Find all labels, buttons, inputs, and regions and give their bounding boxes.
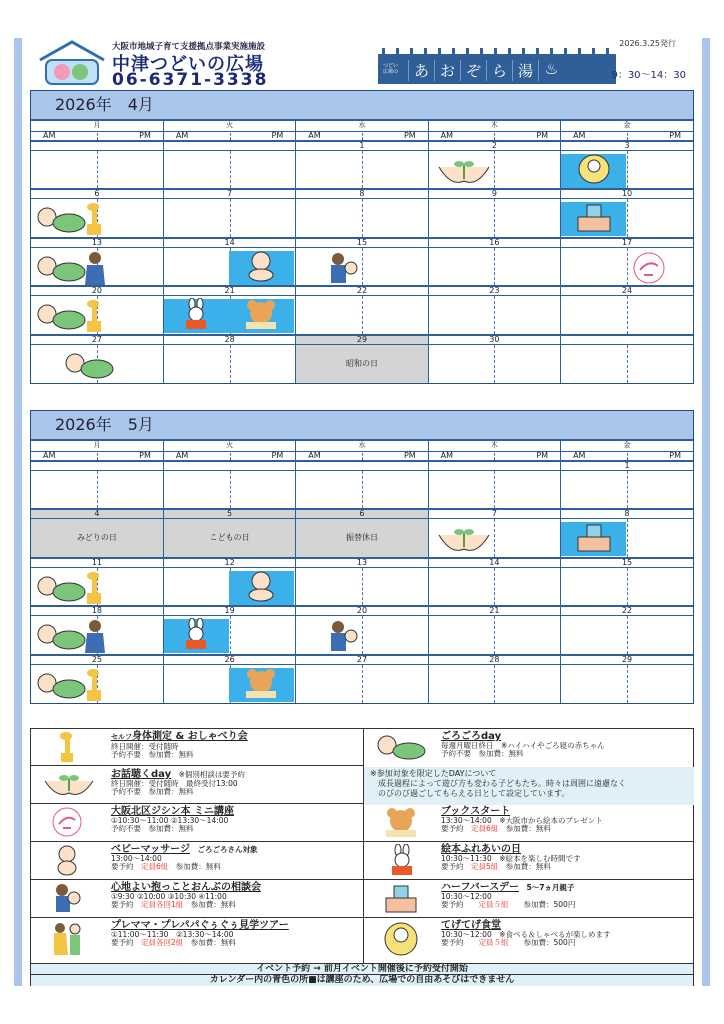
giraffe-icon	[83, 298, 105, 334]
banner-small-label: つどい 広場の	[383, 63, 399, 75]
am-label: AM	[43, 130, 56, 140]
carrying-parent-icon	[49, 881, 85, 915]
day-cell	[561, 199, 693, 238]
half-birthday-cake-icon	[381, 881, 421, 915]
rice-bowl-icon	[381, 919, 421, 959]
date-number: 27	[31, 335, 163, 345]
day-cell	[428, 296, 560, 335]
date-number: 22	[561, 606, 693, 616]
am-label: AM	[573, 450, 586, 460]
date-number: 7	[163, 189, 295, 199]
banner-char: 湯	[512, 60, 538, 81]
pm-label: PM	[536, 130, 549, 140]
date-number: 7	[428, 509, 560, 519]
date-number: 3	[561, 141, 693, 151]
day-cell	[163, 247, 295, 286]
weekday-header: 火	[163, 121, 295, 131]
date-number: 28	[163, 335, 295, 345]
org-type: 大阪市地域子育て支援拠点事業実施施設	[112, 42, 266, 52]
holiday-label: こどもの日	[209, 533, 250, 542]
date-number: 22	[296, 286, 428, 296]
right-border-bar	[702, 38, 710, 986]
date-number	[163, 461, 295, 471]
crawl-icon	[33, 201, 89, 237]
cake-icon	[574, 521, 614, 557]
banner-char: ♨	[538, 60, 564, 81]
date-number: 10	[561, 189, 693, 199]
sprout-icon	[435, 153, 493, 189]
day-cell	[163, 470, 295, 509]
date-number: 30	[428, 335, 560, 345]
may-title: 2026年 5月	[31, 411, 693, 441]
day-cell	[296, 296, 428, 335]
date-number	[31, 141, 163, 151]
weekday-header: 水	[296, 121, 428, 131]
day-cell	[296, 150, 428, 189]
rabbit-icon	[182, 298, 210, 334]
day-cell	[296, 567, 428, 606]
logo	[36, 38, 108, 86]
date-number: 1	[296, 141, 428, 151]
left-border-bar	[14, 38, 22, 986]
day-cell	[296, 344, 428, 383]
legend-self-measure: セルフ身体測定 & おしゃべり会 終日開催：受付随時 予約不要 参加費：無料	[111, 731, 248, 759]
giraffe-icon	[83, 201, 105, 237]
baby-icon	[49, 843, 85, 877]
day-cell	[428, 344, 560, 383]
day-cell	[561, 150, 693, 189]
day-cell	[561, 664, 693, 703]
lecture-slot	[561, 202, 626, 236]
day-cell	[31, 344, 163, 383]
date-number: 20	[31, 286, 163, 296]
date-number: 11	[31, 558, 163, 568]
date-number: 6	[296, 509, 428, 519]
event-legend	[30, 728, 694, 986]
day-cell	[163, 344, 295, 383]
date-number: 28	[428, 655, 560, 665]
weekday-header: 水	[296, 441, 428, 451]
am-label: AM	[440, 130, 454, 140]
weekday-header: 木	[428, 121, 560, 131]
lecture-slot	[229, 251, 294, 285]
lecture-slot	[561, 522, 626, 556]
facility-name: 中津つどいの広場	[112, 54, 264, 75]
date-number: 19	[163, 606, 295, 616]
lecture-slot	[164, 619, 229, 653]
date-number: 18	[31, 606, 163, 616]
legend-carrying-consult: 心地よい抱っことおんぶの相談会 ①9:30 ②10:00 ③10:30 ④11:00 要予約 定員各回1組 参加費：無料	[111, 882, 261, 909]
giraffe-icon	[83, 570, 105, 606]
may-grid	[31, 441, 693, 703]
am-label: AM	[308, 130, 321, 140]
lecture-slot	[164, 299, 229, 333]
day-cell	[163, 519, 295, 558]
am-label: AM	[43, 450, 56, 460]
date-number: 4	[31, 509, 163, 519]
pm-label: PM	[139, 450, 151, 460]
stork-icon	[49, 805, 85, 839]
rabbit-icon	[182, 618, 210, 654]
date-number: 8	[561, 509, 693, 519]
date-number	[296, 461, 428, 471]
expecting-parents-icon	[49, 919, 85, 959]
pm-label: PM	[536, 450, 549, 460]
rabbit-book-icon	[387, 843, 417, 877]
day-cell	[428, 616, 560, 655]
babyhands-icon	[241, 570, 281, 606]
am-label: AM	[573, 130, 586, 140]
mom-icon	[83, 618, 107, 654]
bowl-icon	[577, 153, 611, 189]
holiday-label: 振替休日	[345, 533, 378, 542]
day-cell	[31, 664, 163, 703]
crawl-icon	[33, 250, 89, 286]
date-number: 5	[163, 509, 295, 519]
cake-icon	[574, 201, 614, 237]
day-cell	[31, 296, 163, 335]
weekday-header: 金	[561, 441, 693, 451]
day-cell	[428, 567, 560, 606]
date-number: 9	[428, 189, 560, 199]
mom-icon	[83, 250, 107, 286]
sprout-hands-icon	[39, 767, 99, 801]
date-number: 21	[428, 606, 560, 616]
day-cell	[561, 247, 693, 286]
blue-area-note: カレンダー内の青色の所■は講座のため、広場での自由あそびはできません	[31, 974, 693, 986]
am-label: AM	[175, 130, 189, 140]
day-cell	[163, 199, 295, 238]
day-cell	[163, 150, 295, 189]
date-number: 1	[561, 461, 693, 471]
crawling-baby-icon	[371, 731, 431, 763]
banner-char: ぞ	[460, 60, 486, 81]
legend-tegetege-diner: てげてげ食堂 10:30〜12:00 ※食べる＆しゃべるが楽しめます 要予約 定員５組 参加費：500円	[441, 920, 611, 947]
day-cell	[296, 664, 428, 703]
babyhands-icon	[241, 250, 281, 286]
day-cell	[296, 616, 428, 655]
day-cell	[296, 247, 428, 286]
april-grid	[31, 121, 693, 383]
legend-listening-day: お話聴くday ※個別相談は要予約 終日開催：受付随時 最終受付13:00 予約不要 参加費：無料	[111, 769, 245, 796]
giraffe-icon	[83, 667, 105, 703]
day-cell	[561, 296, 693, 335]
pm-label: PM	[403, 130, 416, 140]
am-label: AM	[440, 450, 454, 460]
crawl-icon	[61, 347, 117, 383]
date-number: 6	[31, 189, 163, 199]
open-hours: 9：30〜14：30	[611, 70, 686, 81]
day-cell	[31, 616, 163, 655]
day-cell	[561, 519, 693, 558]
may-calendar	[30, 410, 694, 704]
legend-picture-book-day: 絵本ふれあいの日 10:30〜11:30 ※絵本を楽しむ時間です 要予約 定員5組 参加費：無料	[441, 844, 581, 871]
crawl-icon	[33, 570, 89, 606]
date-number: 13	[31, 238, 163, 248]
day-cell	[428, 470, 560, 509]
pm-label: PM	[669, 450, 681, 460]
day-cell	[561, 344, 693, 383]
april-calendar	[30, 90, 694, 384]
day-cell	[561, 616, 693, 655]
pm-label: PM	[139, 130, 151, 140]
carry-icon	[326, 618, 360, 654]
date-number	[31, 461, 163, 471]
date-number: 23	[428, 286, 560, 296]
day-cell	[428, 150, 560, 189]
weekday-header: 月	[31, 441, 163, 451]
pm-label: PM	[271, 450, 284, 460]
issue-date: 2026.3.25発行	[619, 39, 676, 48]
bear-icon	[241, 298, 281, 334]
am-label: AM	[308, 450, 321, 460]
weekday-header: 火	[163, 441, 295, 451]
day-cell	[31, 470, 163, 509]
crawl-icon	[33, 298, 89, 334]
header	[30, 34, 694, 88]
pm-label: PM	[271, 130, 284, 140]
date-number: 8	[296, 189, 428, 199]
legend-jishin-lecture: 大阪北区ジシン本 ミニ講座 ①10:30〜11:00 ②13:30〜14:00 予約不要 参加費：無料	[111, 806, 234, 833]
date-number: 16	[428, 238, 560, 248]
date-number: 15	[296, 238, 428, 248]
day-cell	[296, 519, 428, 558]
weekday-header: 金	[561, 121, 693, 131]
weekday-header: 木	[428, 441, 560, 451]
day-cell	[31, 247, 163, 286]
bear-icon	[241, 667, 281, 703]
date-number: 14	[428, 558, 560, 568]
date-number	[561, 335, 693, 345]
date-number: 2	[428, 141, 560, 151]
date-number: 27	[296, 655, 428, 665]
day-cell	[163, 567, 295, 606]
date-number: 13	[296, 558, 428, 568]
banner-char: あ	[408, 60, 434, 81]
date-number: 15	[561, 558, 693, 568]
pm-label: PM	[669, 130, 681, 140]
date-number	[428, 461, 560, 471]
day-cell	[31, 567, 163, 606]
lecture-slot	[561, 154, 626, 188]
legend-pre-parent-tour: プレママ・プレパパぐぅぐぅ見学ツアー ①11:00〜11:30 ②13:30〜14:00 要予約 定員各回2組 参加費：無料	[111, 920, 289, 947]
weekday-header: 月	[31, 121, 163, 131]
am-label: AM	[175, 450, 189, 460]
crawl-icon	[33, 667, 89, 703]
stork-icon	[631, 250, 667, 286]
lecture-slot	[229, 668, 294, 702]
reservation-note: イベント予約 → 前月イベント開催後に予約受付開始	[31, 963, 693, 974]
day-cell	[428, 247, 560, 286]
date-number: 20	[296, 606, 428, 616]
date-number: 25	[31, 655, 163, 665]
day-cell	[561, 567, 693, 606]
phone-number: 06-6371-3338	[112, 70, 269, 90]
holiday-label: みどりの日	[76, 533, 117, 542]
day-cell	[31, 199, 163, 238]
legend-half-birthday: ハーフバースデー 5〜7ヵ月親子 10:30〜12:00 要予約 定員５組 参加費：500円	[441, 882, 576, 909]
april-title: 2026年 4月	[31, 91, 693, 121]
date-number: 21	[163, 286, 295, 296]
legend-baby-massage: ベビーマッサージ ごろごろさん対象 13:00〜14:00 要予約 定員6組 参加費：無料	[111, 844, 258, 871]
date-number: 29	[296, 335, 428, 345]
holiday-label: 昭和の日	[345, 358, 378, 368]
day-cell	[428, 664, 560, 703]
lecture-slot	[229, 571, 294, 605]
day-cell	[31, 150, 163, 189]
crawl-icon	[33, 618, 89, 654]
day-cell	[428, 519, 560, 558]
day-cell	[163, 296, 295, 335]
date-number	[163, 141, 295, 151]
day-cell	[561, 470, 693, 509]
giraffe-icon	[55, 731, 79, 763]
pm-label: PM	[403, 450, 416, 460]
date-number: 24	[561, 286, 693, 296]
date-number: 12	[163, 558, 295, 568]
bear-icon	[381, 805, 421, 839]
date-number: 29	[561, 655, 693, 665]
aozora-yu-banner	[378, 54, 616, 84]
date-number: 17	[561, 238, 693, 248]
target-day-note: ※参加対象を限定したDAYについて 成長過程によって遊び方も変わる子どもたち。時々は周囲に遠慮なく のびのび過ごしてもらえる日として設定しています。	[364, 767, 694, 805]
day-cell	[163, 616, 295, 655]
day-cell	[296, 199, 428, 238]
lecture-slot	[229, 299, 294, 333]
day-cell	[428, 199, 560, 238]
date-number: 14	[163, 238, 295, 248]
banner-characters	[408, 60, 564, 81]
carry-icon	[326, 250, 360, 286]
banner-char: ら	[486, 60, 512, 81]
legend-gorogoro-day: ごろごろday 毎週月曜日終日 ※ハイハイやごろ寝の赤ちゃん 予約不要 参加費：無料	[441, 731, 605, 758]
day-cell	[31, 519, 163, 558]
legend-bookstart: ブックスタート 13:30〜14:00 ※大阪市から絵本のプレゼント 要予約 定員6組 参加費：無料	[441, 806, 603, 833]
sprout-icon	[435, 521, 493, 557]
day-cell	[296, 470, 428, 509]
day-cell	[163, 664, 295, 703]
date-number: 26	[163, 655, 295, 665]
banner-char: お	[434, 60, 460, 81]
